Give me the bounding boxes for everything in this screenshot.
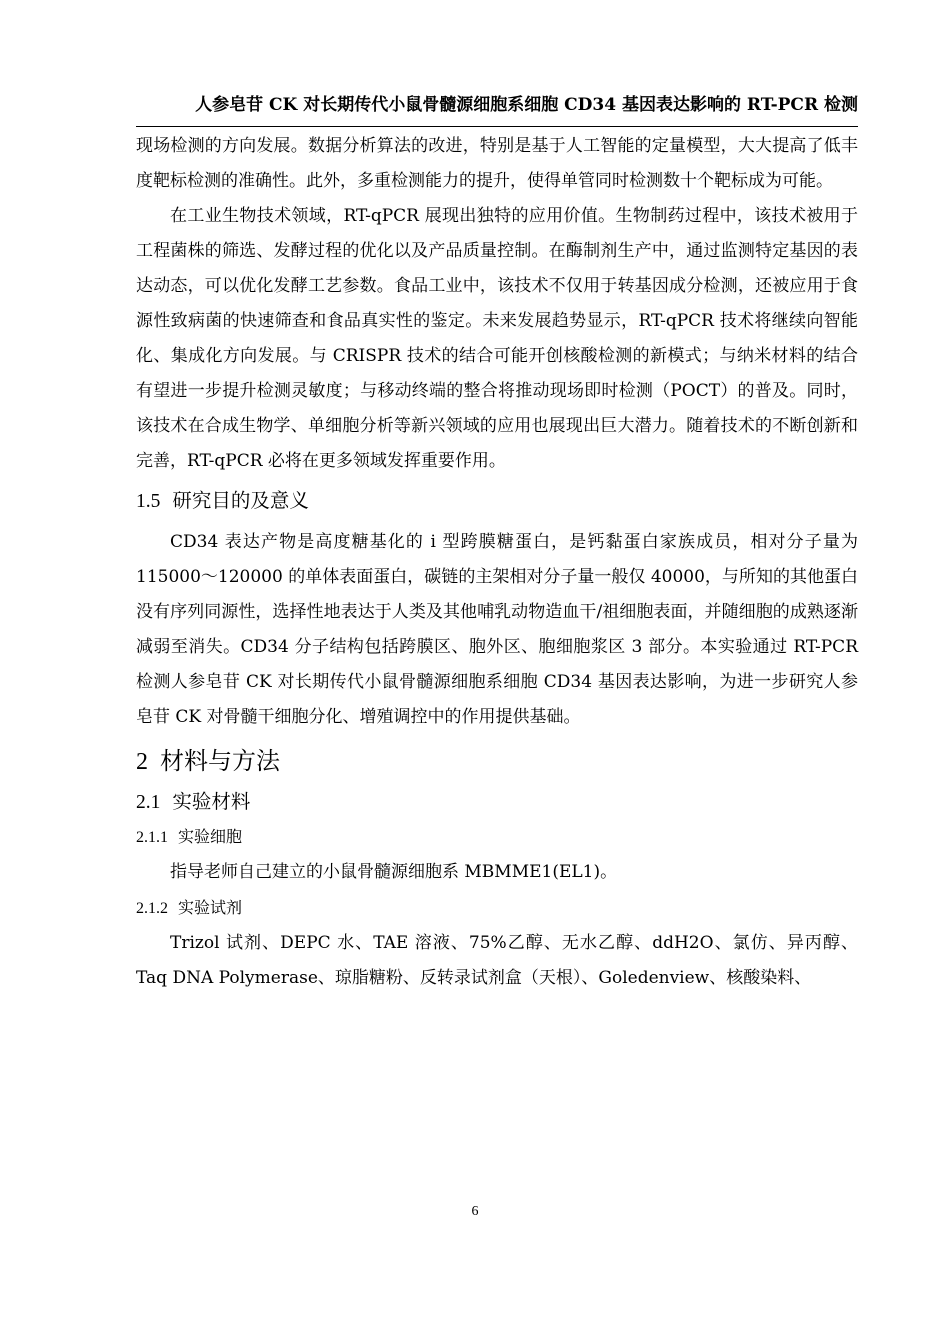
section-title: 实验材料 <box>172 790 251 813</box>
chapter-title: 材料与方法 <box>160 747 280 775</box>
section-heading-1-5 <box>136 488 858 515</box>
running-header: 人参皂苷 CK 对长期传代小鼠骨髓源细胞系细胞 CD34 基因表达影响的 RT-PCR 检测 <box>195 95 858 115</box>
header-rule <box>136 126 858 127</box>
paragraph-continuation: 现场检测的方向发展。数据分析算法的改进，特别是基于人工智能的定量模型，大大提高了低丰度靶标检测的准确性。此外，多重检测能力的提升，使得单管同时检测数十个靶标成为可能。 <box>136 136 858 191</box>
chapter-heading-2 <box>136 745 858 778</box>
subsection-heading-2-1-1 <box>136 826 858 849</box>
chapter-number: 2 <box>136 749 148 775</box>
subsection-number: 2.1.2 <box>136 900 168 917</box>
subsection-title: 实验试剂 <box>178 898 243 917</box>
paragraph-industrial-biotech: 在工业生物技术领域，RT-qPCR 展现出独特的应用价值。生物制药过程中，该技术被用于工程菌株的筛选、发酵过程的优化以及产品质量控制。在酶制剂生产中，通过监测特定基因的表达动态，可以优化发酵工艺参数。食品工业中，该技术不仅用于转基因成分检测，还被应用于食源性致病菌的快速筛查和食品真实性的鉴定。未来发展趋势显示，RT-qPCR 技术将继续向智能化、集成化方向发展。与 CRISPR 技术的结合可能开创核酸检测的新模式；与纳米材料的结合有望进一步提升检测灵敏度；与移动终端的整合将推动现场即时检测（POCT）的普及。同时，该技术在合成生物学、单细胞分析等新兴领域的应用也展现出巨大潜力。随着技术的不断创新和完善，RT-qPCR 必将在更多领域发挥重要作用。 <box>136 206 858 471</box>
paragraph-cd34: CD34 表达产物是高度糖基化的 i 型跨膜糖蛋白，是钙黏蛋白家族成员，相对分子量为 115000～120000 的单体表面蛋白，碳链的主架相对分子量一般仅 40000，与所知的其他蛋白没有序列同源性，选择性地表达于人类及其他哺乳动物造血干/祖细胞表面，并随细胞的成熟逐渐减弱至消失。CD34 分子结构包括跨膜区、胞外区、胞细胞浆区 3 部分。本实验通过 RT-PCR 检测人参皂苷 CK 对长期传代小鼠骨髓源细胞系细胞 CD34 基因表达影响，为进一步研究人参皂苷 CK 对骨髓干细胞分化、增殖调控中的作用提供基础。 <box>136 532 858 727</box>
subsection-heading-2-1-2 <box>136 897 858 920</box>
subsection-title: 实验细胞 <box>178 827 243 846</box>
paragraph-cells: 指导老师自己建立的小鼠骨髓源细胞系 MBMME1(EL1)。 <box>170 862 618 882</box>
page-number: 6 <box>471 1204 479 1219</box>
section-heading-2-1 <box>136 789 858 816</box>
section-title: 研究目的及意义 <box>172 489 309 512</box>
section-number: 2.1 <box>136 792 161 813</box>
section-number: 1.5 <box>136 491 161 512</box>
page-content <box>136 129 858 996</box>
paragraph-reagents: Trizol 试剂、DEPC 水、TAE 溶液、75%乙醇、无水乙醇、ddH2O、氯仿、异丙醇、Taq DNA Polymerase、琼脂糖粉、反转录试剂盒（天根）、Goledenview、核酸染料、 <box>136 933 858 988</box>
subsection-number: 2.1.1 <box>136 829 168 846</box>
